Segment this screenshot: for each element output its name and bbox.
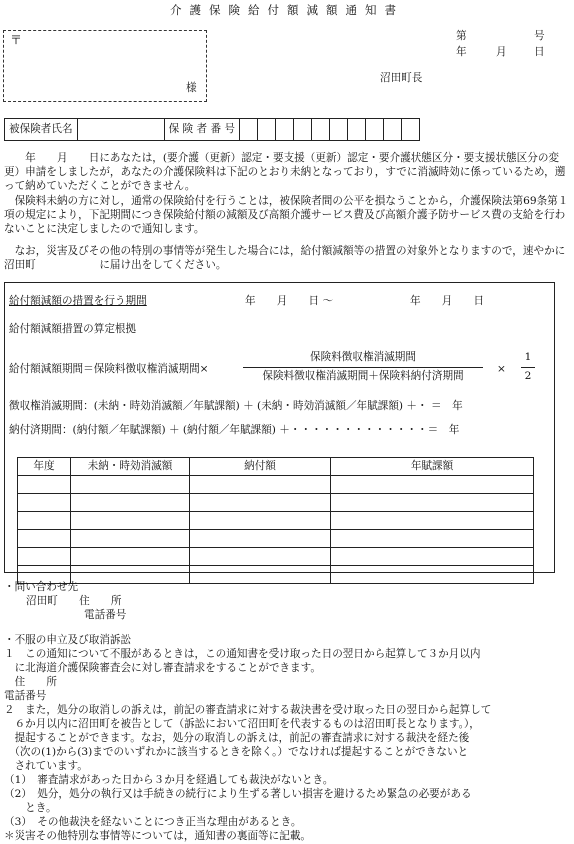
appeal-section xyxy=(4,634,570,844)
notice-day: 日 xyxy=(534,46,545,58)
insured-number-label: 保 険 者 番 号 xyxy=(164,119,239,141)
table-cell xyxy=(18,530,71,548)
fraction-denominator: 保険料徴収権消滅期間＋保険料納付済期間 xyxy=(262,369,464,382)
insured-number-cell xyxy=(402,119,420,141)
table-cell xyxy=(331,512,534,530)
table-row xyxy=(18,494,534,512)
period-to: 年 月 日 xyxy=(410,295,485,307)
appeal-sub-1: （1） 審査請求があった日から３か月を経過しても裁決がないとき。 xyxy=(4,773,334,786)
body-paragraph-2: 保険料未納の方に対し，通常の保険給付を行うことは，被保険者間の公平を損なうことから，介護保険法第69条第１項の規定により，下記期間につき保険給付額の減額及び高額介護サービス費及び高額介護予防サービス費の支給を行わないことに決定しましたので通知します。 xyxy=(4,195,569,235)
table-cell xyxy=(71,548,190,566)
period-label: 給付額減額の措置を行う期間 xyxy=(9,295,147,307)
table-row xyxy=(18,548,534,566)
table-cell xyxy=(71,530,190,548)
notice-no-suffix: 号 xyxy=(534,30,545,42)
appeal-item-1: １ この通知について不服があるときは，この通知書を受け取った日の翌日から起算して３か月以内 xyxy=(4,647,481,660)
table-cell xyxy=(71,494,190,512)
notice-year: 年 xyxy=(456,46,467,58)
table-row xyxy=(18,530,534,548)
insured-name-label: 被保険者氏名 xyxy=(5,119,78,141)
table-cell xyxy=(190,476,331,494)
appeal-phone-label: 電話番号 xyxy=(4,689,47,702)
table-cell xyxy=(18,494,71,512)
postal-mark: 〒 xyxy=(10,33,23,47)
table-cell xyxy=(190,548,331,566)
appeal-item-2-cont: （次の(1)から(3)までのいずれかに該当するときを除く。）でなければ提起することができないと xyxy=(4,745,469,758)
appeal-item-2-cont: 提起することができます。なお，処分の取消しの訴えは，前記の審査請求に対する裁決を経た後 xyxy=(4,731,470,744)
formula-line-1: 徴収権消滅期間：(未納・時効消滅額／年賦課額) ＋ (未納・時効消滅額／年賦課額) ＋・ ＝ 年 xyxy=(9,400,463,412)
basis-label: 給付額減額措置の算定根拠 xyxy=(9,323,137,335)
appeal-address-label: 住 所 xyxy=(4,675,57,688)
half-denominator: 2 xyxy=(524,369,532,382)
insured-name-field xyxy=(77,119,164,141)
body-paragraph-1: 年 月 日にあなたは，(要介護（更新）認定・要支援（更新）認定・要介護状態区分・要支援状態区分の変更）申請をしましたが，あなたの介護保険料は下記のとおり未納となっており，すでに消滅時効に係っているため，遡って納めていただくことができません。 xyxy=(4,152,566,192)
contact-town-line xyxy=(4,595,570,609)
year-table-header: 年賦課額 xyxy=(331,458,534,476)
insured-info-table xyxy=(4,118,420,141)
issuer: 沼田町長 xyxy=(380,72,423,84)
appeal-sub-2-cont: とき。 xyxy=(4,801,57,814)
insured-number-cell xyxy=(312,119,330,141)
table-cell xyxy=(190,512,331,530)
fraction-numerator: 保険料徴収権消滅期間 xyxy=(243,351,483,368)
contact-town: 沼田町 xyxy=(26,594,58,607)
notice-no-prefix: 第 xyxy=(456,30,467,42)
year-table xyxy=(17,457,534,584)
insured-number-cell xyxy=(366,119,384,141)
insured-number-cell xyxy=(276,119,294,141)
year-table-header: 年度 xyxy=(18,458,71,476)
insured-number-cell xyxy=(384,119,402,141)
table-cell xyxy=(190,494,331,512)
contact-heading: ・問い合わせ先 xyxy=(4,581,79,593)
table-row xyxy=(18,476,534,494)
body-paragraph-3: なお，災害及びその他の特別の事情等が発生した場合には，給付額減額等の措置の対象外となりますので，速やかに沼田町 に届け出をしてください。 xyxy=(4,245,566,271)
formula-line-2: 納付済期間：(納付額／年賦課額) ＋ (納付額／年賦課額) ＋・・・・・・・・・・・・・＝ 年 xyxy=(9,424,460,436)
contact-address-label: 住 所 xyxy=(79,594,122,607)
formula-lhs: 給付額減額期間＝保険料徴収権消滅期間× xyxy=(9,363,209,375)
insured-number-cell xyxy=(258,119,276,141)
year-table-header: 未納・時効消滅額 xyxy=(71,458,190,476)
insured-number-cell xyxy=(348,119,366,141)
table-cell xyxy=(331,494,534,512)
year-table-header: 納付額 xyxy=(190,458,331,476)
notice-month: 月 xyxy=(496,46,507,58)
insured-number-cell xyxy=(330,119,348,141)
measures-box xyxy=(4,282,555,573)
insured-number-cell xyxy=(240,119,258,141)
times-sign: × xyxy=(497,363,506,375)
appeal-item-2-cont: ６か月以内に沼田町を被告として（訴訟において沼田町を代表するものは沼田町長となります。）， xyxy=(4,717,480,730)
appeal-heading: ・不服の申立及び取消訴訟 xyxy=(4,634,132,646)
address-box xyxy=(3,30,207,102)
document-title: 介護保険給付額減額通知書 xyxy=(170,3,404,17)
insured-number-cell xyxy=(294,119,312,141)
appeal-item-2: ２ また，処分の取消しの訴えは，前記の審査請求に対する裁決書を受け取った日の翌日から起算して xyxy=(4,703,492,716)
table-cell xyxy=(71,476,190,494)
half-numerator: 1 xyxy=(521,351,535,368)
notice-number-block xyxy=(456,30,546,62)
contact-phone-label: 電話番号 xyxy=(84,608,127,621)
table-cell xyxy=(190,530,331,548)
appeal-sub-3: （3） その他裁決を経ないことにつき正当な理由があるとき。 xyxy=(4,815,302,828)
table-row xyxy=(18,512,534,530)
table-cell xyxy=(331,476,534,494)
table-cell xyxy=(331,548,534,566)
half-fraction xyxy=(521,351,535,384)
appeal-item-1-cont: に北海道介護保険審査会に対し審査請求をすることができます。 xyxy=(4,661,321,674)
appeal-note: ＊災害その他特別な事情等については，通知書の裏面等に記載。 xyxy=(4,829,312,842)
formula-fraction xyxy=(243,351,483,384)
honorific: 様 xyxy=(186,82,197,94)
appeal-item-2-cont: されています。 xyxy=(4,759,88,772)
table-cell xyxy=(18,476,71,494)
table-cell xyxy=(71,512,190,530)
appeal-sub-2: （2） 処分，処分の執行又は手続きの続行により生ずる著しい損害を避けるため緊急の必要がある xyxy=(4,787,472,800)
contact-section xyxy=(4,581,570,623)
table-cell xyxy=(331,530,534,548)
table-cell xyxy=(18,548,71,566)
table-cell xyxy=(18,512,71,530)
period-from: 年 月 日 ～ xyxy=(245,295,334,307)
